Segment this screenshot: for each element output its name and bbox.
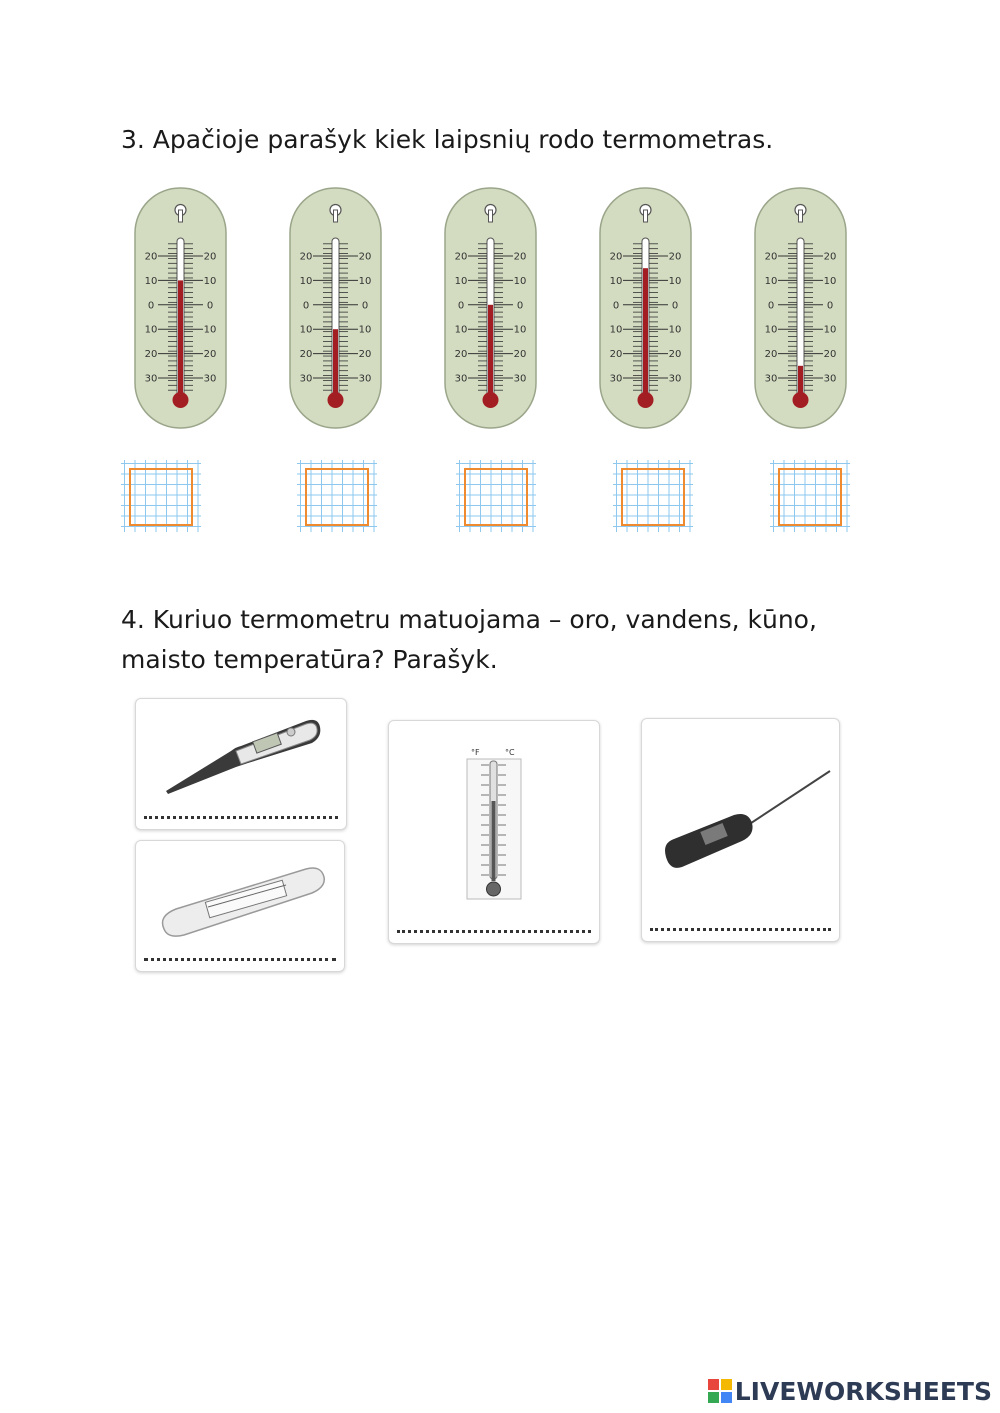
scale-label-right: 10 [203, 275, 217, 287]
scale-label-right: 20 [823, 251, 837, 263]
scale-label-right: 20 [358, 349, 372, 361]
card-wall-thermometer [388, 720, 600, 944]
scale-label-right: 10 [823, 275, 837, 287]
answer-line-1[interactable] [144, 816, 338, 819]
scale-label-right: 0 [361, 300, 369, 312]
mercury-bulb [173, 392, 189, 408]
scale-label-right: 10 [823, 324, 837, 336]
scale-label-right: 30 [668, 373, 682, 385]
liveworksheets-mark-icon [707, 1378, 733, 1404]
scale-label-left: 30 [609, 373, 623, 385]
scale-label-left: 20 [299, 349, 313, 361]
answer-box-3[interactable] [456, 460, 536, 532]
scale-label-right: 20 [203, 349, 217, 361]
scale-label-right: 20 [513, 251, 527, 263]
scale-label-left: 10 [454, 324, 468, 336]
mercury-bulb [328, 392, 344, 408]
card-digital-thermometer [135, 698, 347, 830]
scale-label-left: 20 [609, 251, 623, 263]
scale-label-left: 30 [144, 373, 158, 385]
thermometer-2 [288, 186, 383, 430]
scale-label-right: 20 [203, 251, 217, 263]
scale-label-left: 30 [454, 373, 468, 385]
scale-label-left: 10 [299, 324, 313, 336]
scale-label-right: 10 [668, 324, 682, 336]
scale-label-left: 20 [454, 251, 468, 263]
mercury-column [488, 305, 493, 400]
thermometer-3 [443, 186, 538, 430]
scale-label-left: 0 [767, 300, 775, 312]
liveworksheets-logo [707, 1377, 992, 1405]
task-3-instruction: 3. Apačioje parašyk kiek laipsnių rodo termometras. [121, 125, 774, 154]
thermometer-5 [753, 186, 848, 430]
scale-label-right: 10 [203, 324, 217, 336]
scale-label-left: 10 [144, 324, 158, 336]
scale-label-left: 0 [147, 300, 155, 312]
mercury-bulb [638, 392, 654, 408]
scale-label-right: 20 [823, 349, 837, 361]
mercury-column [178, 280, 183, 400]
scale-label-left: 0 [457, 300, 465, 312]
answer-box-2[interactable] [297, 460, 377, 532]
scale-label-left: 10 [609, 324, 623, 336]
scale-label-left: 10 [764, 324, 778, 336]
bath-water-thermometer-icon [136, 841, 344, 951]
liveworksheets-wordmark: LIVEWORKSHEETS [734, 1376, 992, 1406]
card-bath-thermometer [135, 840, 345, 972]
thermometer-4 [598, 186, 693, 430]
mercury-bulb [793, 392, 809, 408]
scale-label-left: 10 [144, 275, 158, 287]
scale-label-left: 10 [609, 275, 623, 287]
food-probe-thermometer-icon [642, 719, 839, 919]
answer-line-2[interactable] [144, 958, 336, 961]
scale-label-right: 0 [826, 300, 834, 312]
mercury-column [333, 329, 338, 400]
unit-c-label: °C [505, 748, 515, 757]
card-food-probe [641, 718, 840, 942]
scale-label-left: 20 [764, 349, 778, 361]
scale-label-left: 10 [454, 275, 468, 287]
answer-box-4[interactable] [613, 460, 693, 532]
scale-label-right: 0 [206, 300, 214, 312]
scale-label-right: 20 [668, 251, 682, 263]
scale-label-left: 30 [299, 373, 313, 385]
mercury-bulb [483, 392, 499, 408]
scale-label-left: 10 [764, 275, 778, 287]
scale-label-right: 20 [668, 349, 682, 361]
scale-label-left: 20 [144, 349, 158, 361]
scale-label-right: 0 [516, 300, 524, 312]
scale-label-left: 30 [764, 373, 778, 385]
wall-air-thermometer-icon [389, 721, 599, 921]
scale-label-right: 30 [358, 373, 372, 385]
scale-label-left: 10 [299, 275, 313, 287]
scale-label-right: 10 [513, 275, 527, 287]
scale-label-right: 10 [668, 275, 682, 287]
scale-label-left: 20 [299, 251, 313, 263]
answer-line-4[interactable] [650, 928, 831, 931]
scale-label-right: 30 [823, 373, 837, 385]
scale-label-right: 20 [358, 251, 372, 263]
task-4-instruction: 4. Kuriuo termometru matuojama – oro, vandens, kūno, maisto temperatūra? Parašyk. [121, 605, 817, 674]
scale-label-right: 10 [358, 324, 372, 336]
scale-label-left: 20 [609, 349, 623, 361]
scale-label-left: 20 [764, 251, 778, 263]
scale-label-left: 0 [302, 300, 310, 312]
answer-box-1[interactable] [121, 460, 201, 532]
scale-label-right: 10 [513, 324, 527, 336]
scale-label-right: 0 [671, 300, 679, 312]
scale-label-right: 10 [358, 275, 372, 287]
unit-f-label: °F [471, 748, 480, 757]
answer-line-3[interactable] [397, 930, 591, 933]
digital-clinical-thermometer-icon [136, 699, 346, 809]
thermometer-1 [133, 186, 228, 430]
scale-label-left: 20 [144, 251, 158, 263]
mercury-column [643, 268, 648, 400]
scale-label-left: 0 [612, 300, 620, 312]
scale-label-right: 20 [513, 349, 527, 361]
answer-box-5[interactable] [770, 460, 850, 532]
scale-label-left: 20 [454, 349, 468, 361]
scale-label-right: 30 [513, 373, 527, 385]
scale-label-right: 30 [203, 373, 217, 385]
